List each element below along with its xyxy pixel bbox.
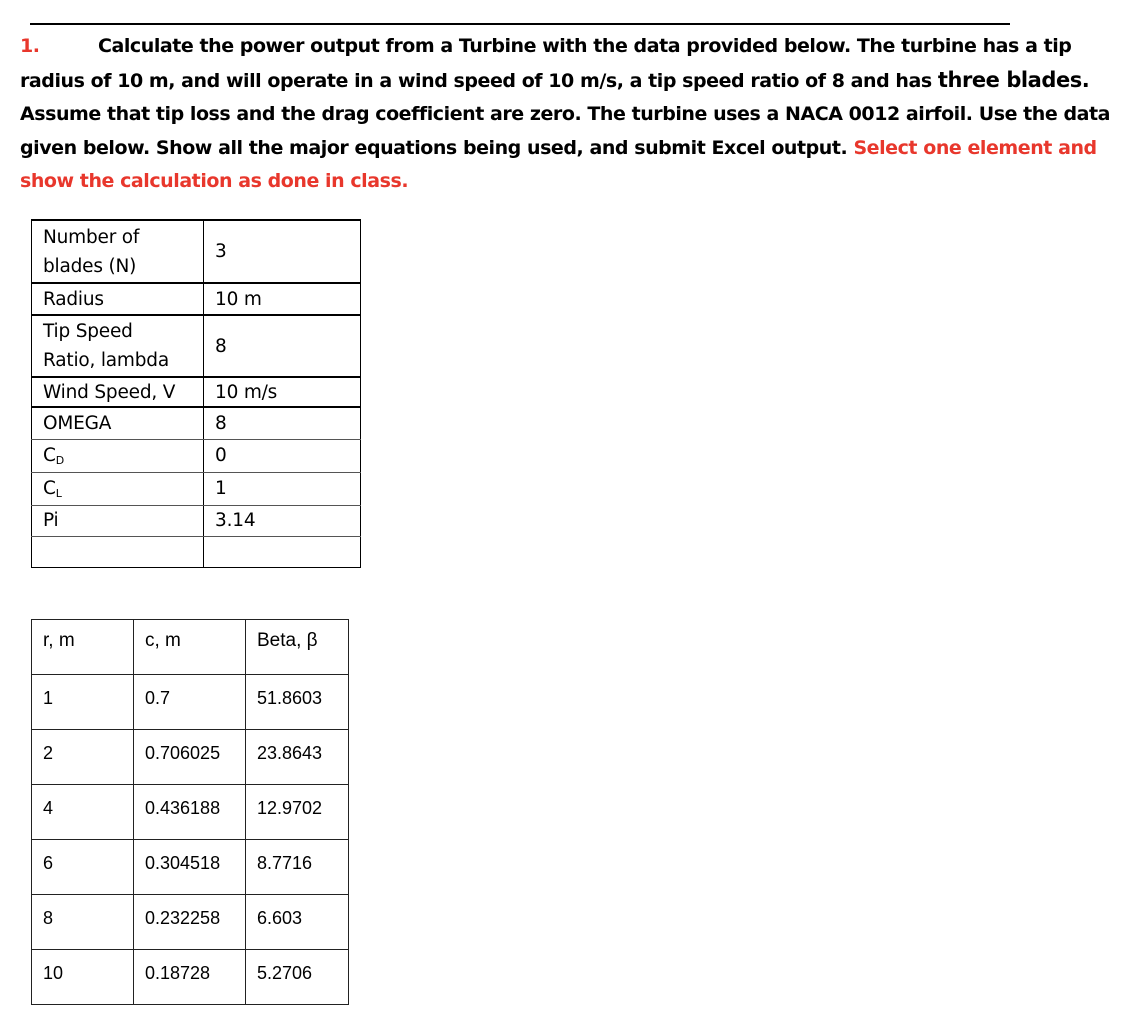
param-value: 8 xyxy=(204,407,361,439)
param-value: 8 xyxy=(204,315,361,377)
param-label: Number of blades (N) xyxy=(32,220,204,283)
cell-chord: 0.304518 xyxy=(134,840,246,895)
problem-text-1: Calculate the power output from a Turbine with the data provided below. The turbine has a tip radius of 10 m, and will operate in a wind speed of 10 m/s, a tip speed ratio of 8 and has xyxy=(20,35,1072,92)
param-value: 3.14 xyxy=(204,505,361,536)
table-row xyxy=(32,675,349,730)
param-label: $C_D$ xyxy=(32,439,204,472)
param-label: Tip Speed Ratio, lambda xyxy=(32,315,204,377)
cell-r: 10 xyxy=(32,950,134,1005)
cell-r: 2 xyxy=(32,730,134,785)
table-row xyxy=(32,895,349,950)
param-value: 10 m xyxy=(204,283,361,315)
cell-beta: 6.603 xyxy=(246,895,349,950)
problem-emphasis: three blades. xyxy=(937,67,1090,92)
param-label: OMEGA xyxy=(32,407,204,439)
param-value: 1 xyxy=(204,472,361,505)
cell-chord: 0.7 xyxy=(134,675,246,730)
param-row xyxy=(32,505,361,536)
cell-chord: 0.436188 xyxy=(134,785,246,840)
cell-beta: 23.8643 xyxy=(246,730,349,785)
param-label: Wind Speed, V xyxy=(32,377,204,407)
param-value: 3 xyxy=(204,220,361,283)
cell-beta: 5.2706 xyxy=(246,950,349,1005)
table-row xyxy=(32,840,349,895)
table-row xyxy=(32,785,349,840)
cell-beta: 12.9702 xyxy=(246,785,349,840)
param-label: $C_L$ xyxy=(32,472,204,505)
param-label: Radius xyxy=(32,283,204,315)
param-row xyxy=(32,439,361,472)
blade-element-table xyxy=(31,619,349,1005)
param-label: Pi xyxy=(32,505,204,536)
cell-r: 6 xyxy=(32,840,134,895)
cell-beta: 51.8603 xyxy=(246,675,349,730)
cell-chord: 0.706025 xyxy=(134,730,246,785)
header-chord: c, m xyxy=(134,620,246,675)
param-row xyxy=(32,407,361,439)
problem-text-2: Assume that tip loss and the drag coefficient are zero. The turbine uses a NACA 0012 airfoil. Use the data given below. Show all the major equations being used, and submit Excel output. xyxy=(20,103,1110,159)
problem-statement xyxy=(20,30,1125,199)
problem-instruction: Select one element and show the calculation as done in class. xyxy=(20,136,1097,192)
param-value: 0 xyxy=(204,439,361,472)
param-row xyxy=(32,377,361,407)
param-row xyxy=(32,472,361,505)
header-beta: Beta, β xyxy=(246,620,349,675)
param-row xyxy=(32,536,361,567)
param-row xyxy=(32,283,361,315)
cell-chord: 0.18728 xyxy=(134,950,246,1005)
table-row xyxy=(32,730,349,785)
blade-header-row xyxy=(32,620,349,675)
header-r: r, m xyxy=(32,620,134,675)
cell-r: 8 xyxy=(32,895,134,950)
cell-r: 1 xyxy=(32,675,134,730)
problem-number: 1. xyxy=(20,35,40,57)
param-row xyxy=(32,315,361,377)
parameters-table xyxy=(31,219,361,568)
cell-beta: 8.7716 xyxy=(246,840,349,895)
param-label xyxy=(32,536,204,567)
param-row xyxy=(32,220,361,283)
top-rule xyxy=(30,23,1010,25)
param-value xyxy=(204,536,361,567)
param-value: 10 m/s xyxy=(204,377,361,407)
cell-r: 4 xyxy=(32,785,134,840)
cell-chord: 0.232258 xyxy=(134,895,246,950)
table-row xyxy=(32,950,349,1005)
